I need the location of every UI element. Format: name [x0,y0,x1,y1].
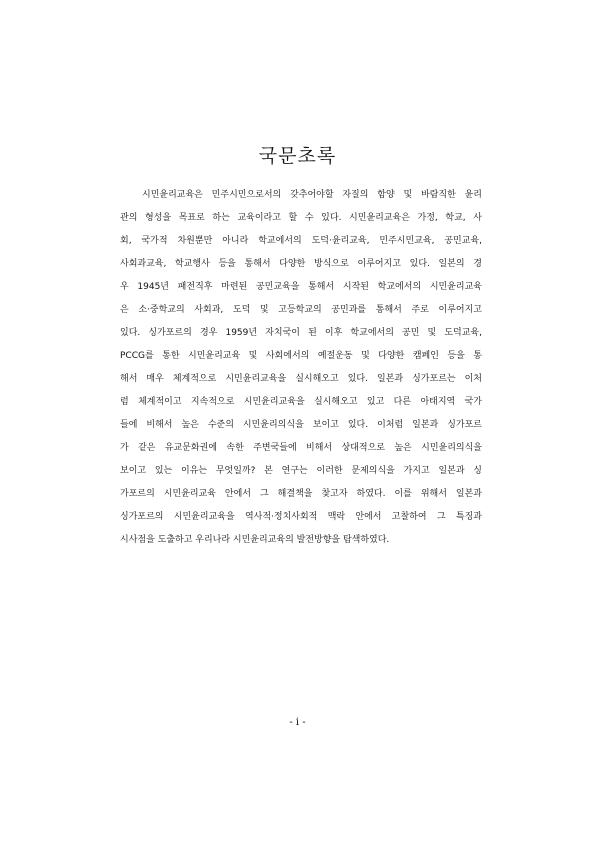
abstract-line: 은 소·중학교의 사회과, 도덕 및 고등학교의 공민과를 통해서 주로 이루어지고 [120,305,482,315]
page-title: 국문초록 [258,145,337,167]
abstract-body [120,184,482,552]
abstract-line: PCCG를 통한 시민윤리교육 및 사회에서의 예절운동 및 다양한 캠페인 등을 통 [120,351,482,361]
abstract-line: 가 같은 유교문화권에 속한 주변국들에 비해서 상대적으로 높은 시민윤리의식을 [120,443,482,453]
abstract-line: 시사점을 도출하고 우리나라 시민윤리교육의 발전방향을 탐색하였다. [120,535,390,545]
abstract-line: 시민윤리교육은 민주시민으로서의 갖추어야할 자질의 함양 및 바람직한 윤리 [142,190,482,200]
page-number: - i - [289,717,306,728]
abstract-line: 가포르의 시민윤리교육 안에서 그 해결책을 찾고자 하였다. 이를 위해서 일본과 [120,489,482,499]
abstract-line: 관의 형성을 목표로 하는 교육이라고 할 수 있다. 시민윤리교육은 가정, 학교, 사 [120,213,482,223]
abstract-line: 회, 국가적 차원뿐만 아니라 학교에서의 도덕·윤리교육, 민주시민교육, 공민교육, [120,236,482,246]
abstract-line: 보이고 있는 이유는 무엇일까? 본 연구는 이러한 문제의식을 가지고 일본과 싱 [120,466,482,476]
abstract-line: 우 1945년 패전직후 마련된 공민교육을 통해서 시작된 학교에서의 시민윤리교육 [120,282,482,292]
abstract-line: 럼 체계적이고 지속적으로 시민윤리교육을 실시해오고 있고 다른 아태지역 국가 [120,397,482,407]
abstract-line: 사회과교육, 학교행사 등을 통해서 다양한 방식으로 이루어지고 있다. 일본의 경 [120,259,482,269]
abstract-line: 싱가포르의 시민윤리교육을 역사적·정치사회적 맥락 안에서 고찰하여 그 특징과 [120,512,482,522]
abstract-line: 있다. 싱가포르의 경우 1959년 자치국이 된 이후 학교에서의 공민 및 도덕교육, [120,328,482,338]
abstract-line: 해서 매우 체계적으로 시민윤리교육을 실시해오고 있다. 일본과 싱가포르는 이처 [120,374,482,384]
abstract-line: 들에 비해서 높은 수준의 시민윤리의식을 보이고 있다. 이처럼 일본과 싱가포르 [120,420,482,430]
